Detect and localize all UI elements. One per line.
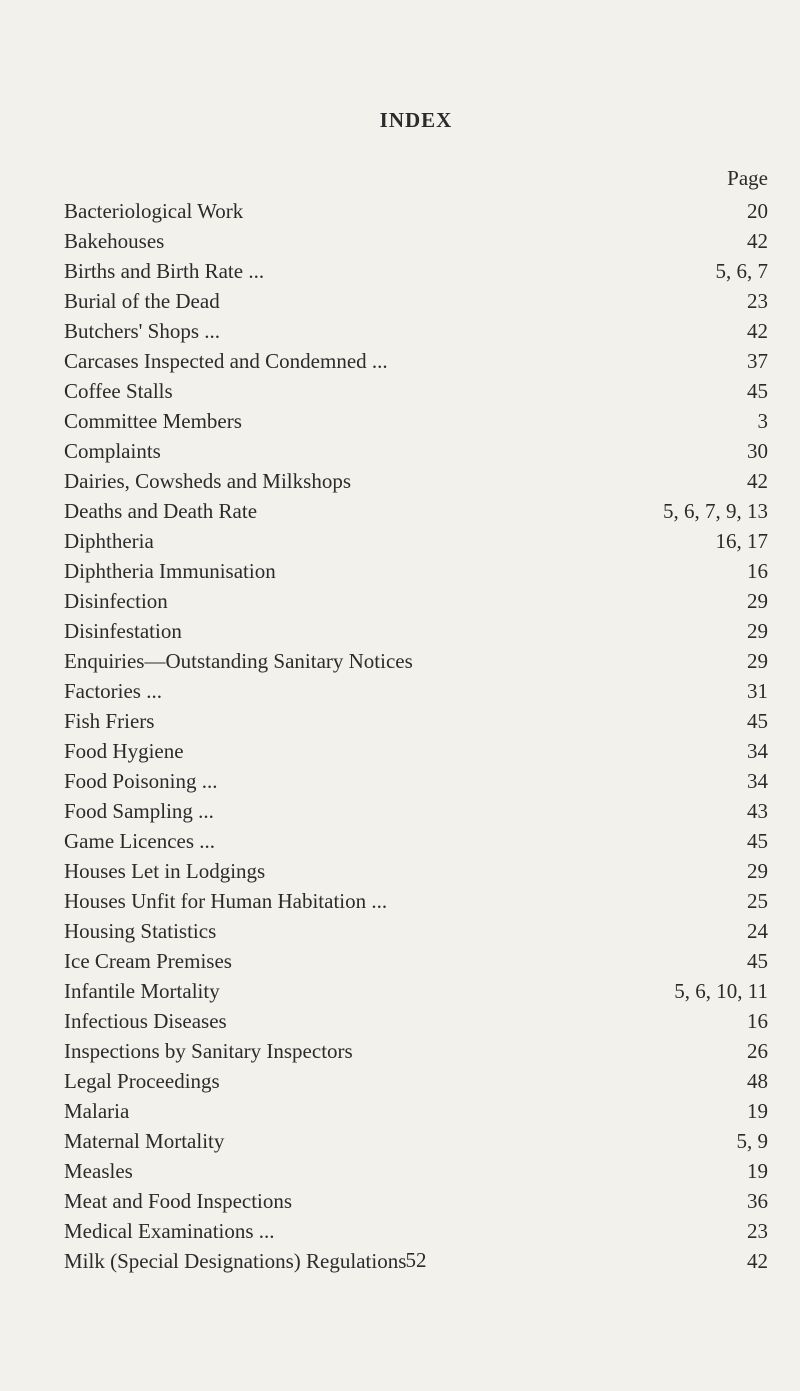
index-entry-page: 42: [741, 226, 768, 256]
index-entry: [64, 976, 768, 1006]
page-title: INDEX: [379, 108, 453, 132]
index-entry: [64, 676, 768, 706]
index-list: [64, 196, 768, 1276]
index-entry: [64, 256, 768, 286]
index-entry-name: Measles: [64, 1156, 137, 1186]
index-entry: [64, 1126, 768, 1156]
index-entry-name: Coffee Stalls: [64, 376, 177, 406]
index-entry-page: 30: [741, 436, 768, 466]
index-entry-name: Food Sampling ...: [64, 796, 218, 826]
index-entry: [64, 796, 768, 826]
index-entry-page: 34: [741, 766, 768, 796]
index-entry-page: 45: [741, 706, 768, 736]
index-entry: [64, 616, 768, 646]
index-entry: [64, 436, 768, 466]
index-entry-page: 5, 6, 7, 9, 13: [657, 496, 768, 526]
index-entry: [64, 706, 768, 736]
index-entry-name: Milk (Special Designations) Regulations: [64, 1246, 410, 1276]
index-entry-page: 23: [741, 1216, 768, 1246]
index-entry: [64, 496, 768, 526]
index-entry: [64, 916, 768, 946]
index-entry-page: 42: [741, 1246, 768, 1276]
index-entry: [64, 556, 768, 586]
index-entry-page: 42: [741, 466, 768, 496]
index-entry-name: Burial of the Dead: [64, 286, 224, 316]
index-entry-page: 45: [741, 946, 768, 976]
index-entry-page: 16: [741, 556, 768, 586]
index-entry: [64, 196, 768, 226]
index-entry: [64, 316, 768, 346]
index-entry-page: 45: [741, 826, 768, 856]
index-entry-name: Dairies, Cowsheds and Milkshops: [64, 466, 355, 496]
index-entry-page: 5, 6, 10, 11: [668, 976, 768, 1006]
index-entry-name: Houses Unfit for Human Habitation ...: [64, 886, 391, 916]
index-entry-page: 36: [741, 1186, 768, 1216]
index-entry-name: Legal Proceedings: [64, 1066, 224, 1096]
index-entry-name: Inspections by Sanitary Inspectors: [64, 1036, 357, 1066]
index-entry: [64, 1186, 768, 1216]
page-number: 52: [405, 1248, 427, 1272]
index-entry: [64, 1066, 768, 1096]
index-entry-page: 3: [752, 406, 769, 436]
index-entry-name: Houses Let in Lodgings: [64, 856, 269, 886]
index-entry-name: Maternal Mortality: [64, 1126, 228, 1156]
index-entry-name: Infectious Diseases: [64, 1006, 231, 1036]
index-entry-page: 26: [741, 1036, 768, 1066]
index-entry: [64, 346, 768, 376]
index-entry-name: Food Hygiene: [64, 736, 188, 766]
index-entry-page: 34: [741, 736, 768, 766]
index-entry-page: 48: [741, 1066, 768, 1096]
index-entry: [64, 886, 768, 916]
index-entry: [64, 376, 768, 406]
index-entry: [64, 526, 768, 556]
page-column-header: Page: [727, 166, 768, 190]
index-entry-page: 43: [741, 796, 768, 826]
index-entry: [64, 1006, 768, 1036]
index-entry-name: Game Licences ...: [64, 826, 219, 856]
index-entry-name: Malaria: [64, 1096, 133, 1126]
index-entry-name: Medical Examinations ...: [64, 1216, 279, 1246]
index-entry-page: 29: [741, 646, 768, 676]
index-entry-name: Bakehouses: [64, 226, 168, 256]
index-entry-page: 20: [741, 196, 768, 226]
index-entry: [64, 736, 768, 766]
index-entry-page: 24: [741, 916, 768, 946]
index-entry-name: Butchers' Shops ...: [64, 316, 224, 346]
index-entry: [64, 406, 768, 436]
index-entry-page: 19: [741, 1156, 768, 1186]
index-entry: [64, 766, 768, 796]
index-entry: [64, 586, 768, 616]
index-entry-page: 42: [741, 316, 768, 346]
index-entry-name: Diphtheria: [64, 526, 158, 556]
index-entry-page: 5, 9: [731, 1126, 769, 1156]
index-entry: [64, 856, 768, 886]
index-entry-page: 16: [741, 1006, 768, 1036]
index-entry-name: Housing Statistics: [64, 916, 220, 946]
index-entry: [64, 946, 768, 976]
index-entry: [64, 826, 768, 856]
index-entry-page: 29: [741, 616, 768, 646]
index-entry: [64, 1156, 768, 1186]
index-entry: [64, 1036, 768, 1066]
index-entry-page: 23: [741, 286, 768, 316]
index-entry-name: Complaints: [64, 436, 165, 466]
index-entry-page: 31: [741, 676, 768, 706]
index-entry-name: Bacteriological Work: [64, 196, 247, 226]
index-entry: [64, 1216, 768, 1246]
index-entry: [64, 646, 768, 676]
index-entry-page: 16, 17: [710, 526, 769, 556]
index-entry-page: 29: [741, 586, 768, 616]
index-entry-page: 29: [741, 856, 768, 886]
index-entry-name: Disinfestation: [64, 616, 186, 646]
index-entry-name: Committee Members: [64, 406, 246, 436]
index-entry-name: Fish Friers: [64, 706, 158, 736]
index-entry-page: 19: [741, 1096, 768, 1126]
index-entry-name: Disinfection: [64, 586, 172, 616]
index-entry-page: 45: [741, 376, 768, 406]
index-entry-page: 37: [741, 346, 768, 376]
index-entry: [64, 286, 768, 316]
index-entry-name: Births and Birth Rate ...: [64, 256, 268, 286]
index-entry-name: Diphtheria Immunisation: [64, 556, 280, 586]
index-entry: [64, 226, 768, 256]
index-entry-name: Food Poisoning ...: [64, 766, 221, 796]
index-entry-name: Meat and Food Inspections: [64, 1186, 296, 1216]
index-entry-name: Factories ...: [64, 676, 166, 706]
index-entry-page: 25: [741, 886, 768, 916]
index-entry-name: Enquiries—Outstanding Sanitary Notices: [64, 646, 417, 676]
index-entry-name: Infantile Mortality: [64, 976, 224, 1006]
index-entry: [64, 466, 768, 496]
index-entry-page: 5, 6, 7: [710, 256, 769, 286]
index-entry-name: Carcases Inspected and Condemned ...: [64, 346, 392, 376]
index-entry: [64, 1096, 768, 1126]
index-entry-name: Ice Cream Premises: [64, 946, 236, 976]
index-entry-name: Deaths and Death Rate: [64, 496, 261, 526]
